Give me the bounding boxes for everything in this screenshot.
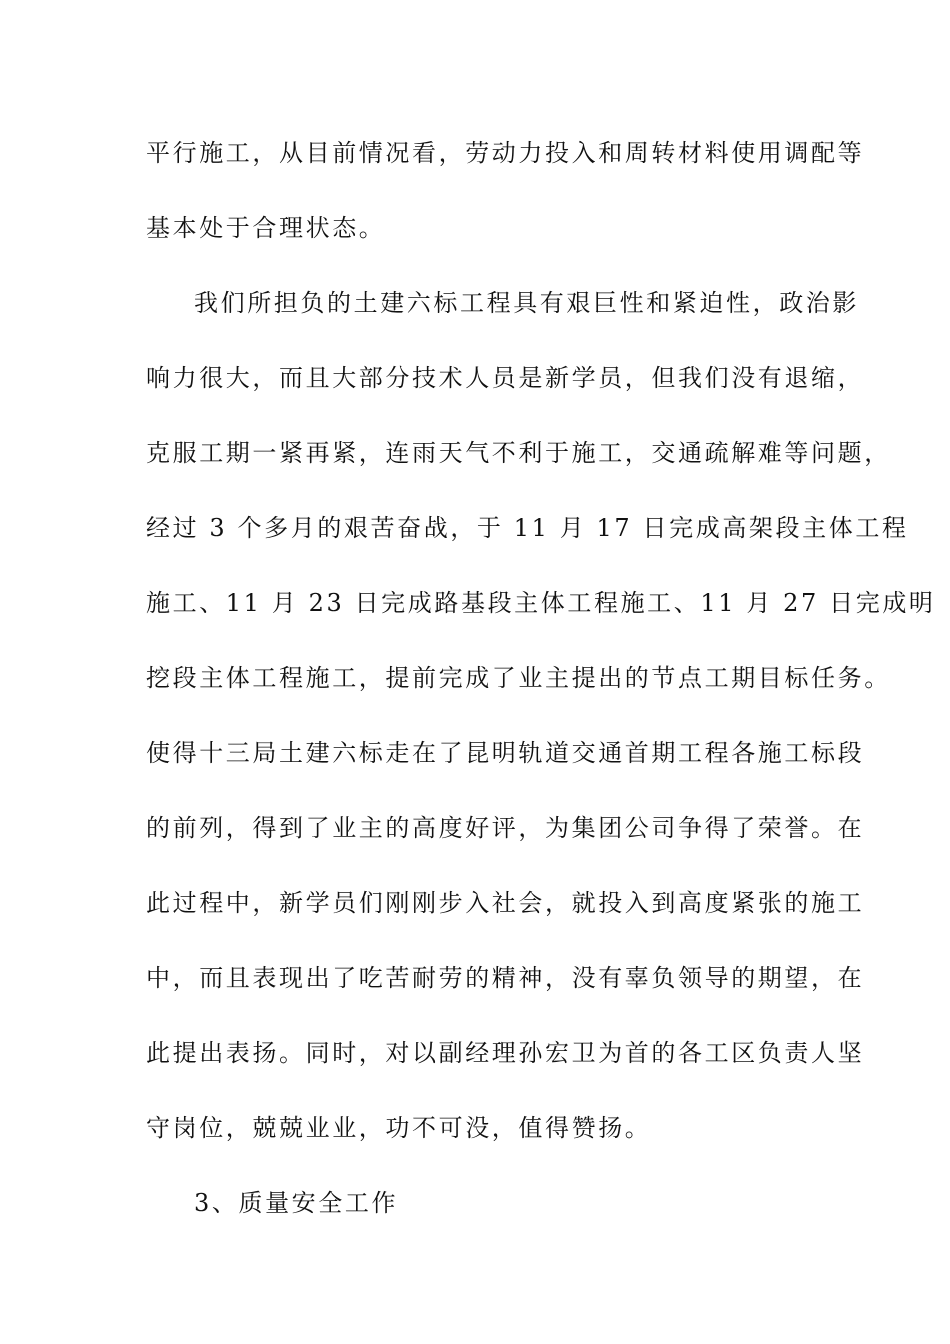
paragraph-line: 平行施工，从目前情况看，劳动力投入和周转材料使用调配等 xyxy=(146,139,865,167)
paragraph-line: 克服工期一紧再紧，连雨天气不利于施工，交通疏解难等问题， xyxy=(146,439,891,467)
section-heading: 3、质量安全工作 xyxy=(194,1189,399,1217)
paragraph-line: 挖段主体工程施工，提前完成了业主提出的节点工期目标任务。 xyxy=(146,664,891,692)
paragraph-line: 响力很大，而且大部分技术人员是新学员，但我们没有退缩， xyxy=(146,364,865,392)
paragraph-line: 中，而且表现出了吃苦耐劳的精神，没有辜负领导的期望，在 xyxy=(146,964,865,992)
paragraph-line: 施工、11 月 23 日完成路基段主体工程施工、11 月 27 日完成明 xyxy=(146,589,936,617)
paragraph-line: 基本处于合理状态。 xyxy=(146,214,386,242)
paragraph-line: 经过 3 个多月的艰苦奋战，于 11 月 17 日完成高架段主体工程 xyxy=(146,514,909,542)
paragraph-line: 我们所担负的土建六标工程具有艰巨性和紧迫性，政治影 xyxy=(194,289,859,317)
paragraph-line: 此过程中，新学员们刚刚步入社会，就投入到高度紧张的施工 xyxy=(146,889,865,917)
paragraph-line: 守岗位，兢兢业业，功不可没，值得赞扬。 xyxy=(146,1114,652,1142)
paragraph-line: 使得十三局土建六标走在了昆明轨道交通首期工程各施工标段 xyxy=(146,739,865,767)
paragraph-line: 的前列，得到了业主的高度好评，为集团公司争得了荣誉。在 xyxy=(146,814,865,842)
paragraph-line: 此提出表扬。同时，对以副经理孙宏卫为首的各工区负责人坚 xyxy=(146,1039,865,1067)
